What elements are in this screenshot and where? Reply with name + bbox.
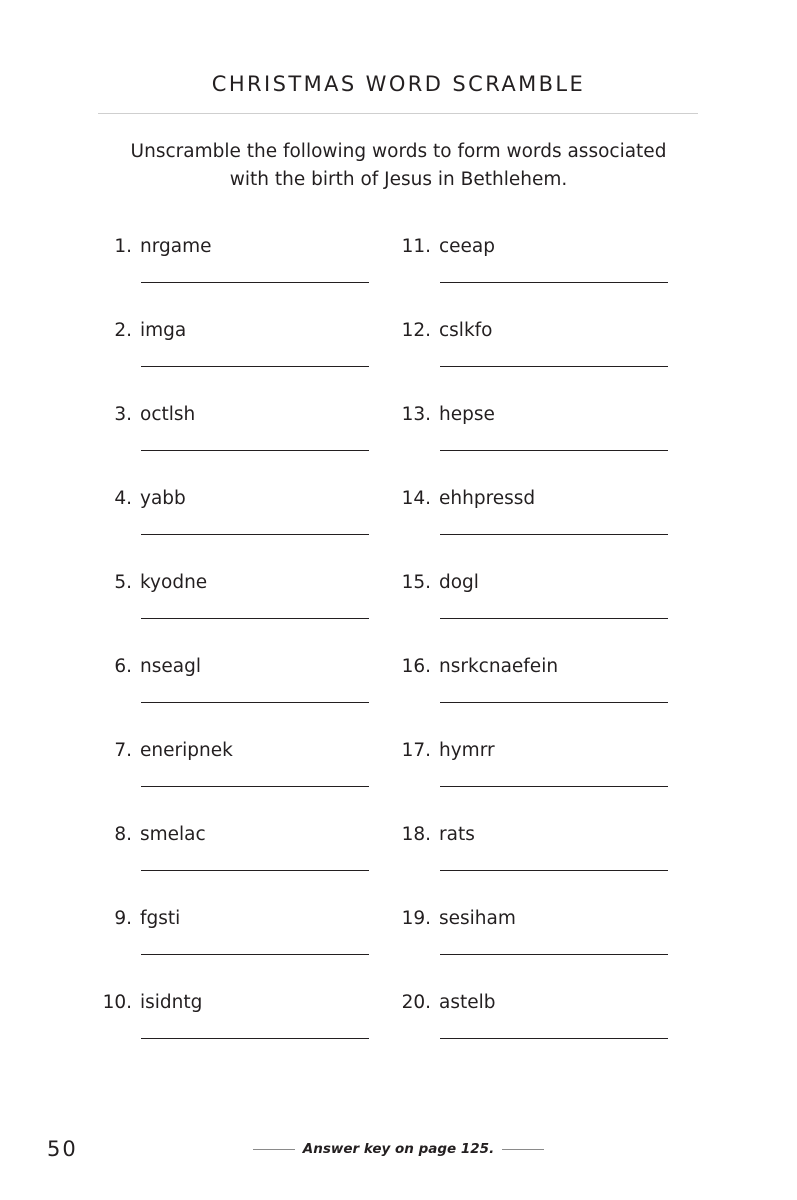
answer-line[interactable]: [440, 282, 668, 283]
answer-line[interactable]: [141, 786, 369, 787]
item-number: 2.: [114, 320, 132, 341]
item-number: 9.: [114, 908, 132, 929]
item-number: 20.: [401, 992, 431, 1013]
answer-line[interactable]: [141, 702, 369, 703]
footer-rule-left: [253, 1149, 295, 1150]
answer-line[interactable]: [440, 534, 668, 535]
item-number: 16.: [401, 656, 431, 677]
answer-line[interactable]: [440, 618, 668, 619]
scrambled-word: astelb: [439, 992, 496, 1013]
scrambled-word: nrgame: [140, 236, 212, 257]
answer-line[interactable]: [440, 366, 668, 367]
item-number: 15.: [401, 572, 431, 593]
instructions-line-1: Unscramble the following words to form words associated: [130, 141, 667, 162]
scrambled-word: fgsti: [140, 908, 181, 929]
answer-line[interactable]: [141, 1038, 369, 1039]
scrambled-word: ceeap: [439, 236, 496, 257]
item-number: 10.: [102, 992, 132, 1013]
item-number: 6.: [114, 656, 132, 677]
item-number: 3.: [114, 404, 132, 425]
answer-line[interactable]: [440, 870, 668, 871]
item-number: 5.: [114, 572, 132, 593]
scrambled-word: ehhpressd: [439, 488, 536, 509]
answer-key-note: [0, 1141, 797, 1157]
scrambled-word: smelac: [140, 824, 206, 845]
answer-line[interactable]: [440, 450, 668, 451]
answer-line[interactable]: [440, 954, 668, 955]
scrambled-word: yabb: [140, 488, 186, 509]
scrambled-word: eneripnek: [140, 740, 233, 761]
instructions: [60, 138, 737, 194]
answer-line[interactable]: [141, 534, 369, 535]
scrambled-word: kyodne: [140, 572, 208, 593]
answer-line[interactable]: [440, 702, 668, 703]
scrambled-word: cslkfo: [439, 320, 493, 341]
scrambled-word: rats: [439, 824, 475, 845]
answer-line[interactable]: [440, 786, 668, 787]
item-number: 7.: [114, 740, 132, 761]
scrambled-word: sesiham: [439, 908, 516, 929]
answer-line[interactable]: [440, 1038, 668, 1039]
item-number: 4.: [114, 488, 132, 509]
scrambled-word: nsrkcnaefein: [439, 656, 559, 677]
answer-line[interactable]: [141, 366, 369, 367]
instructions-line-2: with the birth of Jesus in Bethlehem.: [229, 169, 568, 190]
scrambled-word: octlsh: [140, 404, 196, 425]
answer-line[interactable]: [141, 450, 369, 451]
item-number: 14.: [401, 488, 431, 509]
item-number: 11.: [401, 236, 431, 257]
page-title: CHRISTMAS WORD SCRAMBLE: [211, 72, 586, 96]
scrambled-word: dogl: [439, 572, 479, 593]
answer-line[interactable]: [141, 954, 369, 955]
item-number: 18.: [401, 824, 431, 845]
title-divider: [98, 113, 698, 114]
page-number: 50: [47, 1137, 78, 1161]
scrambled-word: hymrr: [439, 740, 495, 761]
item-number: 12.: [401, 320, 431, 341]
scrambled-word: isidntg: [140, 992, 203, 1013]
item-number: 17.: [401, 740, 431, 761]
scrambled-word: imga: [140, 320, 187, 341]
answer-line[interactable]: [141, 618, 369, 619]
item-number: 13.: [401, 404, 431, 425]
scrambled-word: nseagl: [140, 656, 201, 677]
answer-key-text: Answer key on page 125.: [302, 1141, 495, 1157]
item-number: 19.: [401, 908, 431, 929]
answer-line[interactable]: [141, 870, 369, 871]
item-number: 1.: [114, 236, 132, 257]
item-number: 8.: [114, 824, 132, 845]
footer-rule-right: [502, 1149, 544, 1150]
answer-line[interactable]: [141, 282, 369, 283]
scrambled-word: hepse: [439, 404, 495, 425]
